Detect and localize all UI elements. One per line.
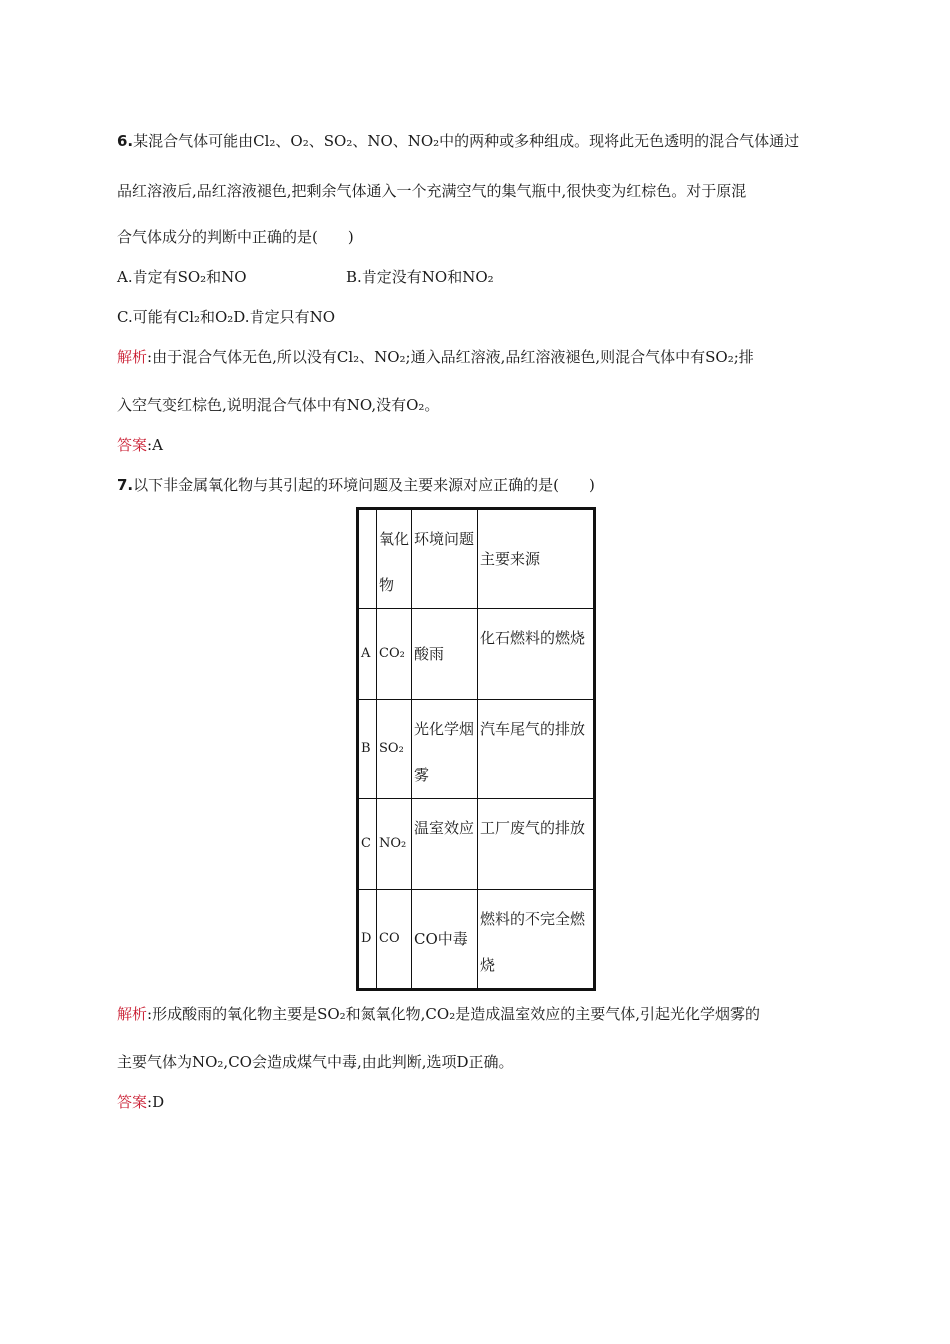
q7-line1 <box>117 474 595 495</box>
table-row <box>358 799 595 890</box>
row-c-label: C <box>358 799 377 890</box>
header-cell-source: 主要来源 <box>478 509 595 609</box>
q6-number: 6. <box>117 132 134 150</box>
q6-answer-label: 答案 <box>117 436 148 454</box>
q7-analysis-text: :形成酸雨的氧化物主要是SO₂和氮氧化物,CO₂是造成温室效应的主要气体,引起光化学烟雾的 <box>147 1005 760 1023</box>
row-c-source: 工厂废气的排放 <box>478 799 595 890</box>
table-row <box>358 890 595 990</box>
q6-stem-3: 合气体成分的判断中正确的是( ) <box>117 228 354 246</box>
row-a-oxide: CO₂ <box>377 609 412 700</box>
table-row <box>358 609 595 700</box>
row-a-problem: 酸雨 <box>412 609 478 700</box>
q6-answer <box>117 434 163 455</box>
q7-analysis-2: 主要气体为NO₂,CO会造成煤气中毒,由此判断,选项D正确。 <box>117 1053 514 1071</box>
q6-analysis-2: 入空气变红棕色,说明混合气体中有NO,没有O₂。 <box>117 396 440 414</box>
q6-option-a: A.肯定有SO₂和NO <box>117 268 247 286</box>
table-row <box>358 700 595 799</box>
header-cell-problem: 环境问题 <box>412 509 478 609</box>
table-header-row <box>358 509 595 609</box>
q6-option-b: B.肯定没有NO和NO₂ <box>346 268 494 286</box>
q7-analysis-label: 解析 <box>117 1005 148 1023</box>
row-b-oxide: SO₂ <box>377 700 412 799</box>
q7-answer-label: 答案 <box>117 1093 148 1111</box>
row-b-source: 汽车尾气的排放 <box>478 700 595 799</box>
q6-stem-2: 品红溶液后,品红溶液褪色,把剩余气体通入一个充满空气的集气瓶中,很快变为红棕色。对于原混 <box>117 182 747 200</box>
q6-analysis-text: :由于混合气体无色,所以没有Cl₂、NO₂;通入品红溶液,品红溶液褪色,则混合气体中有SO₂;排 <box>147 348 754 366</box>
row-d-source: 燃料的不完全燃烧 <box>478 890 595 990</box>
row-c-problem: 温室效应 <box>412 799 478 890</box>
q7-answer <box>117 1091 164 1112</box>
row-d-problem: CO中毒 <box>412 890 478 990</box>
q6-analysis-1 <box>117 346 754 367</box>
header-cell-empty <box>358 509 377 609</box>
row-a-label: A <box>358 609 377 700</box>
row-d-oxide: CO <box>377 890 412 990</box>
row-c-oxide: NO₂ <box>377 799 412 890</box>
q6-analysis-label: 解析 <box>117 348 148 366</box>
row-b-label: B <box>358 700 377 799</box>
q6-option-cd: C.可能有Cl₂和O₂D.肯定只有NO <box>117 308 335 326</box>
q7-stem-1: 以下非金属氧化物与其引起的环境问题及主要来源对应正确的是( ) <box>133 476 595 494</box>
header-cell-oxide: 氧化物 <box>377 509 412 609</box>
q7-answer-value: :D <box>147 1093 165 1111</box>
row-a-source: 化石燃料的燃烧 <box>478 609 595 700</box>
row-b-problem: 光化学烟雾 <box>412 700 478 799</box>
q7-analysis-1 <box>117 1003 760 1024</box>
q6-answer-value: :A <box>147 436 163 454</box>
q7-number: 7. <box>117 476 134 494</box>
q6-stem-1: 某混合气体可能由Cl₂、O₂、SO₂、NO、NO₂中的两种或多种组成。现将此无色透明的混合气体通过 <box>133 132 800 150</box>
q7-table <box>356 507 596 991</box>
row-d-label: D <box>358 890 377 990</box>
q6-line1 <box>117 130 799 151</box>
